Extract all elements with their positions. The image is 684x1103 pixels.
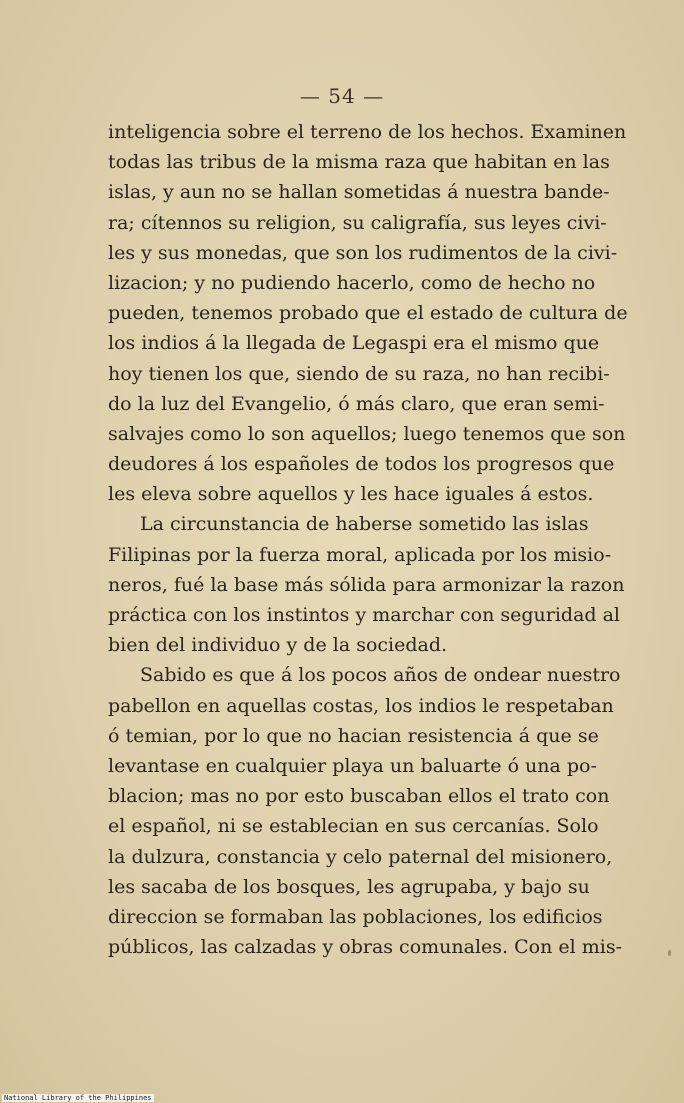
text-line: bien del individuo y de la sociedad. xyxy=(108,634,448,657)
body-text xyxy=(108,117,628,962)
text-line: les y sus monedas, que son los rudimentos de la civi- xyxy=(108,241,618,264)
text-line: les eleva sobre aquellos y les hace iguales á estos. xyxy=(108,483,594,506)
text-line: ra; cítennos su religion, su caligrafía, sus leyes civi- xyxy=(108,211,607,234)
text-line: práctica con los instintos y marchar con seguridad al xyxy=(108,604,621,626)
text-line: inteligencia sobre el terreno de los hechos. Examinen xyxy=(108,121,627,143)
text-line: hoy tienen los que, siendo de su raza, no han recibi- xyxy=(108,362,610,385)
text-line: Filipinas por la fuerza moral, aplicada por los misio- xyxy=(108,543,612,566)
text-line: salvajes como lo son aquellos; luego tenemos que son xyxy=(108,422,626,445)
library-credit: National Library of the Philippines xyxy=(4,1094,152,1102)
paragraph-2 xyxy=(108,509,625,660)
text-line: islas, y aun no se hallan sometidas á nuestra bande- xyxy=(108,181,610,204)
paragraph-3 xyxy=(108,660,622,962)
text-line: levantase en cualquier playa un baluarte ó una po- xyxy=(108,754,597,777)
text-line: blacion; mas no por esto buscaban ellos el trato con xyxy=(108,785,610,808)
text-line: los indios á la llegada de Legaspi era el mismo que xyxy=(108,332,600,355)
text-line: públicos, las calzadas y obras comunales. Con el mis- xyxy=(108,936,622,959)
text-line: La circunstancia de haberse sometido las islas xyxy=(140,513,589,536)
text-line: lizacion; y no pudiendo hacerlo, como de hecho no xyxy=(108,271,596,294)
text-line: ó temian, por lo que no hacian resistencia á que se xyxy=(108,724,599,747)
text-line: pabellon en aquellas costas, los indios le respetaban xyxy=(108,694,614,717)
text-line: la dulzura, constancia y celo paternal del misionero, xyxy=(108,845,613,868)
text-line: Sabido es que á los pocos años de ondear nuestro xyxy=(140,664,621,687)
text-line: deudores á los españoles de todos los progresos que xyxy=(108,453,615,476)
page-number: — 54 — xyxy=(299,84,385,108)
text-line: neros, fué la base más sólida para armonizar la razon xyxy=(108,573,625,596)
paper-speck xyxy=(668,950,671,956)
text-line: el español, ni se establecian en sus cercanías. Solo xyxy=(108,815,599,838)
paragraph-1 xyxy=(108,117,628,509)
text-line: pueden, tenemos probado que el estado de cultura de xyxy=(108,302,628,325)
text-line: todas las tribus de la misma raza que habitan en las xyxy=(108,151,610,174)
text-line: do la luz del Evangelio, ó más claro, que eran semi- xyxy=(108,392,605,415)
text-line: direccion se formaban las poblaciones, los edificios xyxy=(108,905,603,928)
text-line: les sacaba de los bosques, les agrupaba, y bajo su xyxy=(108,875,590,898)
